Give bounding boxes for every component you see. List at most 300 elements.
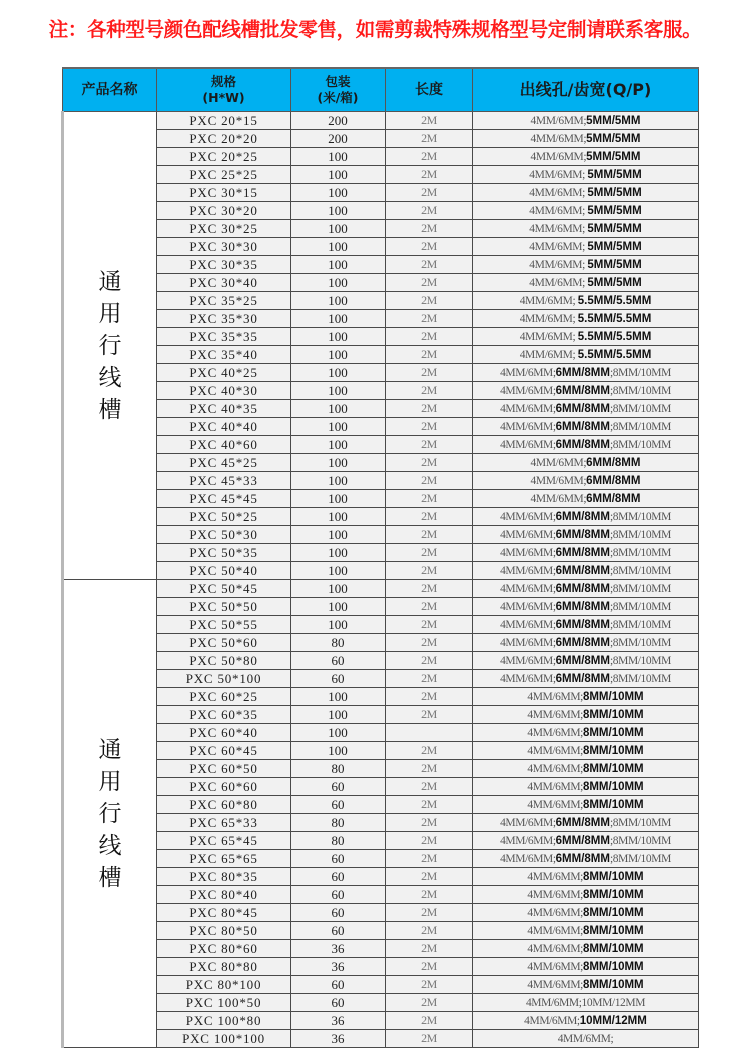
product-spec-table-wrapper — [61, 67, 697, 1048]
table-row — [63, 292, 699, 310]
length-cell: 2M — [386, 652, 473, 670]
pack-cell: 100 — [291, 238, 386, 256]
pack-cell: 200 — [291, 130, 386, 148]
spec-cell: PXC 60*60 — [157, 778, 291, 796]
table-row — [63, 184, 699, 202]
holes-base: 4MM/6MM; — [500, 835, 556, 847]
spec-cell: PXC 35*30 — [157, 310, 291, 328]
header-pack-line1: 包装 — [325, 74, 351, 89]
holes-bold: 5MM/5MM — [587, 277, 642, 289]
table-row — [63, 328, 699, 346]
holes-tail: ;8MM/10MM — [609, 601, 671, 613]
table-row — [63, 544, 699, 562]
table-row — [63, 760, 699, 778]
spec-cell: PXC 60*80 — [157, 796, 291, 814]
length-cell: 2M — [386, 364, 473, 382]
outlet-holes-cell — [473, 346, 699, 364]
length-cell: 2M — [386, 670, 473, 688]
length-cell: 2M — [386, 922, 473, 940]
notice-banner: 注：各种型号颜色配线槽批发零售，如需剪裁特殊规格型号定制请联系客服。 — [48, 18, 702, 41]
table-row — [63, 778, 699, 796]
holes-tail: ;8MM/10MM — [609, 637, 671, 649]
holes-base: 4MM/6MM; — [500, 529, 556, 541]
pack-cell: 100 — [291, 742, 386, 760]
holes-base: 4MM/6MM; — [527, 907, 583, 919]
outlet-holes-cell — [473, 562, 699, 580]
spec-cell: PXC 65*65 — [157, 850, 291, 868]
table-body — [63, 112, 699, 1048]
holes-base: 4MM/6MM; — [529, 187, 588, 199]
spec-cell: PXC 80*60 — [157, 940, 291, 958]
pack-cell: 80 — [291, 760, 386, 778]
length-cell: 2M — [386, 310, 473, 328]
outlet-holes-cell — [473, 418, 699, 436]
holes-bold: 6MM/8MM — [555, 835, 610, 847]
holes-base: 4MM/6MM; — [530, 475, 587, 487]
holes-tail: ;8MM/10MM — [609, 529, 671, 541]
holes-tail: ;8MM/10MM — [609, 421, 671, 433]
outlet-holes-cell — [473, 994, 699, 1012]
table-row — [63, 940, 699, 958]
holes-base: 4MM/6MM; — [500, 637, 556, 649]
table-row — [63, 256, 699, 274]
spec-cell: PXC 50*45 — [157, 580, 291, 598]
holes-base: 4MM/6MM; — [529, 169, 588, 181]
holes-tail: ;8MM/10MM — [609, 835, 671, 847]
holes-bold: 6MM/8MM — [555, 853, 610, 865]
pack-cell: 100 — [291, 580, 386, 598]
holes-base: 4MM/6MM; — [527, 871, 583, 883]
holes-tail: ;8MM/10MM — [609, 511, 671, 523]
spec-cell: PXC 40*40 — [157, 418, 291, 436]
holes-base: 4MM/6MM; — [500, 853, 556, 865]
pack-cell: 100 — [291, 562, 386, 580]
spec-cell: PXC 30*25 — [157, 220, 291, 238]
holes-bold: 6MM/8MM — [555, 403, 610, 415]
length-cell: 2M — [386, 418, 473, 436]
spec-cell: PXC 50*25 — [157, 508, 291, 526]
holes-base: 4MM/6MM; — [500, 367, 556, 379]
pack-cell: 100 — [291, 688, 386, 706]
length-cell: 2M — [386, 346, 473, 364]
holes-bold: 6MM/8MM — [555, 817, 610, 829]
holes-bold: 6MM/8MM — [555, 421, 610, 433]
spec-cell: PXC 60*45 — [157, 742, 291, 760]
holes-bold: 5MM/5MM — [586, 115, 641, 127]
outlet-holes-cell — [473, 958, 699, 976]
outlet-holes-cell — [473, 706, 699, 724]
holes-bold: 8MM/10MM — [582, 781, 644, 793]
length-cell: 2M — [386, 796, 473, 814]
holes-bold: 6MM/8MM — [555, 367, 610, 379]
pack-cell: 100 — [291, 328, 386, 346]
table-row — [63, 220, 699, 238]
holes-bold: 6MM/8MM — [586, 457, 641, 469]
table-row — [63, 346, 699, 364]
holes-base: 4MM/6MM; — [500, 547, 556, 559]
outlet-holes-cell — [473, 634, 699, 652]
outlet-holes-cell — [473, 220, 699, 238]
table-row — [63, 1030, 699, 1048]
holes-base: 4MM/6MM; — [527, 961, 583, 973]
table-row — [63, 130, 699, 148]
header-pack-line2: (米/箱) — [317, 90, 359, 105]
holes-base: 4MM/6MM; — [529, 277, 588, 289]
holes-bold: 6MM/8MM — [555, 637, 610, 649]
pack-cell: 60 — [291, 904, 386, 922]
spec-cell: PXC 80*80 — [157, 958, 291, 976]
table-row — [63, 814, 699, 832]
holes-bold: 6MM/8MM — [555, 529, 610, 541]
length-cell: 2M — [386, 508, 473, 526]
outlet-holes-cell — [473, 544, 699, 562]
holes-bold: 5.5MM/5.5MM — [577, 295, 652, 307]
table-row — [63, 400, 699, 418]
outlet-holes-cell — [473, 328, 699, 346]
length-cell: 2M — [386, 832, 473, 850]
table-row — [63, 634, 699, 652]
outlet-holes-cell — [473, 652, 699, 670]
outlet-holes-cell — [473, 688, 699, 706]
holes-tail: ;8MM/10MM — [609, 655, 671, 667]
length-cell: 2M — [386, 580, 473, 598]
outlet-holes-cell — [473, 148, 699, 166]
pack-cell: 100 — [291, 400, 386, 418]
length-cell: 2M — [386, 256, 473, 274]
pack-cell: 100 — [291, 508, 386, 526]
holes-bold: 5MM/5MM — [587, 223, 642, 235]
table-row — [63, 976, 699, 994]
holes-base: 4MM/6MM; — [530, 457, 587, 469]
holes-bold: 6MM/8MM — [555, 511, 610, 523]
table-row — [63, 688, 699, 706]
header-spec-line2: (H*W) — [202, 90, 245, 105]
outlet-holes-cell — [473, 940, 699, 958]
length-cell: 2M — [386, 562, 473, 580]
outlet-holes-cell — [473, 868, 699, 886]
spec-cell: PXC 80*45 — [157, 904, 291, 922]
pack-cell: 100 — [291, 544, 386, 562]
spec-cell: PXC 20*25 — [157, 148, 291, 166]
length-cell: 2M — [386, 1012, 473, 1030]
holes-base: 4MM/6MM; — [519, 349, 578, 361]
holes-bold: 6MM/8MM — [555, 655, 610, 667]
spec-cell: PXC 100*50 — [157, 994, 291, 1012]
length-cell: 2M — [386, 904, 473, 922]
table-row — [63, 112, 699, 130]
pack-cell: 100 — [291, 490, 386, 508]
spec-cell: PXC 50*35 — [157, 544, 291, 562]
outlet-holes-cell — [473, 310, 699, 328]
product-name-cell — [63, 112, 157, 580]
header-product-name: 产品名称 — [63, 68, 157, 112]
pack-cell: 36 — [291, 958, 386, 976]
spec-cell: PXC 30*15 — [157, 184, 291, 202]
pack-cell: 60 — [291, 850, 386, 868]
length-cell: 2M — [386, 238, 473, 256]
spec-cell: PXC 60*40 — [157, 724, 291, 742]
spec-cell: PXC 20*15 — [157, 112, 291, 130]
spec-cell: PXC 100*100 — [157, 1030, 291, 1048]
pack-cell: 100 — [291, 616, 386, 634]
holes-base: 4MM/6MM; — [500, 439, 556, 451]
holes-tail: 10MM/12MM — [581, 997, 646, 1009]
holes-base: 4MM/6MM; — [529, 223, 588, 235]
outlet-holes-cell — [473, 724, 699, 742]
length-cell: 2M — [386, 886, 473, 904]
holes-tail: ;8MM/10MM — [609, 439, 671, 451]
length-cell: 2M — [386, 958, 473, 976]
pack-cell: 100 — [291, 220, 386, 238]
spec-cell: PXC 60*25 — [157, 688, 291, 706]
holes-base: 4MM/6MM; — [500, 601, 556, 613]
holes-base: 4MM/6MM; — [519, 313, 578, 325]
outlet-holes-cell — [473, 472, 699, 490]
holes-base: 4MM/6MM; — [500, 565, 556, 577]
table-row — [63, 508, 699, 526]
product-name-vertical: 通用行线槽 — [98, 268, 122, 423]
spec-cell: PXC 80*35 — [157, 868, 291, 886]
outlet-holes-cell — [473, 400, 699, 418]
spec-cell: PXC 65*45 — [157, 832, 291, 850]
spec-cell: PXC 30*30 — [157, 238, 291, 256]
outlet-holes-cell — [473, 1012, 699, 1030]
pack-cell: 60 — [291, 778, 386, 796]
length-cell: 2M — [386, 328, 473, 346]
table-row — [63, 274, 699, 292]
length-cell: 2M — [386, 274, 473, 292]
holes-bold: 6MM/8MM — [555, 547, 610, 559]
holes-tail: ;8MM/10MM — [609, 853, 671, 865]
outlet-holes-cell — [473, 670, 699, 688]
holes-base: 4MM/6MM; — [529, 241, 588, 253]
length-cell: 2M — [386, 220, 473, 238]
pack-cell: 80 — [291, 634, 386, 652]
holes-base: 4MM/6MM; — [527, 709, 583, 721]
pack-cell: 100 — [291, 436, 386, 454]
pack-cell: 100 — [291, 472, 386, 490]
outlet-holes-cell — [473, 850, 699, 868]
table-row — [63, 472, 699, 490]
pack-cell: 100 — [291, 166, 386, 184]
length-cell: 2M — [386, 688, 473, 706]
table-row — [63, 886, 699, 904]
header-spec — [157, 68, 291, 112]
holes-base: 4MM/6MM; — [500, 673, 556, 685]
holes-base: 4MM/6MM; — [527, 889, 583, 901]
length-cell: 2M — [386, 616, 473, 634]
holes-bold: 8MM/10MM — [582, 925, 644, 937]
table-row — [63, 310, 699, 328]
table-row — [63, 202, 699, 220]
holes-tail: ;8MM/10MM — [609, 565, 671, 577]
holes-base: 4MM/6MM; — [530, 151, 587, 163]
length-cell: 2M — [386, 292, 473, 310]
holes-base: 4MM/6MM; — [527, 925, 583, 937]
holes-bold: 5MM/5MM — [587, 169, 642, 181]
pack-cell: 200 — [291, 112, 386, 130]
spec-cell: PXC 30*20 — [157, 202, 291, 220]
pack-cell: 36 — [291, 1030, 386, 1048]
table-row — [63, 418, 699, 436]
spec-cell: PXC 30*35 — [157, 256, 291, 274]
holes-bold: 6MM/8MM — [586, 475, 641, 487]
length-cell: 2M — [386, 112, 473, 130]
pack-cell: 100 — [291, 724, 386, 742]
holes-bold: 6MM/8MM — [555, 583, 610, 595]
pack-cell: 60 — [291, 670, 386, 688]
outlet-holes-cell — [473, 760, 699, 778]
spec-cell: PXC 45*45 — [157, 490, 291, 508]
pack-cell: 60 — [291, 796, 386, 814]
outlet-holes-cell — [473, 256, 699, 274]
table-row — [63, 490, 699, 508]
length-cell: 2M — [386, 634, 473, 652]
table-row — [63, 922, 699, 940]
product-spec-table — [61, 67, 699, 1048]
outlet-holes-cell — [473, 832, 699, 850]
pack-cell: 100 — [291, 598, 386, 616]
holes-bold: 8MM/10MM — [582, 871, 644, 883]
spec-cell: PXC 40*60 — [157, 436, 291, 454]
pack-cell: 100 — [291, 184, 386, 202]
holes-bold: 10MM/12MM — [579, 1015, 647, 1027]
table-row — [63, 562, 699, 580]
spec-cell: PXC 50*80 — [157, 652, 291, 670]
holes-bold: 6MM/8MM — [555, 601, 610, 613]
length-cell: 2M — [386, 706, 473, 724]
spec-cell: PXC 60*35 — [157, 706, 291, 724]
table-row — [63, 742, 699, 760]
holes-base: 4MM/6MM; — [500, 583, 556, 595]
pack-cell: 100 — [291, 364, 386, 382]
table-row — [63, 904, 699, 922]
holes-bold: 5.5MM/5.5MM — [577, 349, 652, 361]
holes-bold: 5MM/5MM — [587, 241, 642, 253]
holes-bold: 6MM/8MM — [555, 565, 610, 577]
length-cell: 2M — [386, 598, 473, 616]
holes-bold: 5MM/5MM — [586, 133, 641, 145]
outlet-holes-cell — [473, 166, 699, 184]
holes-bold: 8MM/10MM — [582, 691, 644, 703]
holes-bold: 5MM/5MM — [587, 205, 642, 217]
header-packaging — [291, 68, 386, 112]
length-cell: 2M — [386, 868, 473, 886]
holes-tail: ;8MM/10MM — [609, 547, 671, 559]
holes-tail: ;8MM/10MM — [609, 817, 671, 829]
holes-base: 4MM/6MM; — [519, 331, 578, 343]
spec-cell: PXC 35*40 — [157, 346, 291, 364]
length-cell: 2M — [386, 400, 473, 418]
pack-cell: 100 — [291, 292, 386, 310]
table-row — [63, 1012, 699, 1030]
table-row — [63, 148, 699, 166]
spec-cell: PXC 50*40 — [157, 562, 291, 580]
holes-base: 4MM/6MM; — [500, 421, 556, 433]
length-cell: 2M — [386, 742, 473, 760]
spec-cell: PXC 50*50 — [157, 598, 291, 616]
holes-base: 4MM/6MM; — [500, 619, 556, 631]
holes-base: 4MM/6MM; — [500, 403, 556, 415]
table-row — [63, 382, 699, 400]
spec-cell: PXC 50*30 — [157, 526, 291, 544]
spec-cell: PXC 80*40 — [157, 886, 291, 904]
length-cell: 2M — [386, 850, 473, 868]
holes-base: 4MM/6MM; — [500, 511, 556, 523]
pack-cell: 100 — [291, 706, 386, 724]
length-cell: 2M — [386, 976, 473, 994]
pack-cell: 60 — [291, 886, 386, 904]
holes-base: 4MM/6MM; — [557, 1033, 614, 1045]
length-cell: 2M — [386, 148, 473, 166]
holes-bold: 8MM/10MM — [582, 727, 644, 739]
length-cell: 2M — [386, 526, 473, 544]
outlet-holes-cell — [473, 112, 699, 130]
outlet-holes-cell — [473, 490, 699, 508]
table-row — [63, 724, 699, 742]
spec-cell: PXC 45*25 — [157, 454, 291, 472]
holes-tail: ;8MM/10MM — [609, 619, 671, 631]
table-row — [63, 238, 699, 256]
table-row — [63, 436, 699, 454]
length-cell: 2M — [386, 472, 473, 490]
holes-bold: 5MM/5MM — [587, 187, 642, 199]
pack-cell: 100 — [291, 382, 386, 400]
holes-base: 4MM/6MM; — [527, 781, 583, 793]
outlet-holes-cell — [473, 796, 699, 814]
holes-bold: 8MM/10MM — [582, 763, 644, 775]
table-row — [63, 796, 699, 814]
spec-cell: PXC 50*55 — [157, 616, 291, 634]
holes-base: 4MM/6MM; — [529, 259, 588, 271]
holes-base: 4MM/6MM; — [527, 943, 583, 955]
pack-cell: 100 — [291, 274, 386, 292]
holes-tail: ;8MM/10MM — [609, 403, 671, 415]
holes-bold: 5.5MM/5.5MM — [577, 331, 652, 343]
holes-base: 4MM/6MM; — [530, 133, 587, 145]
holes-base: 4MM/6MM; — [525, 997, 582, 1009]
outlet-holes-cell — [473, 238, 699, 256]
spec-cell: PXC 50*100 — [157, 670, 291, 688]
spec-cell: PXC 50*60 — [157, 634, 291, 652]
holes-base: 4MM/6MM; — [519, 295, 578, 307]
length-cell: 2M — [386, 166, 473, 184]
holes-base: 4MM/6MM; — [530, 115, 587, 127]
holes-bold: 8MM/10MM — [582, 961, 644, 973]
length-cell: 2M — [386, 184, 473, 202]
spec-cell: PXC 40*30 — [157, 382, 291, 400]
holes-bold: 8MM/10MM — [582, 943, 644, 955]
outlet-holes-cell — [473, 274, 699, 292]
spec-cell: PXC 80*100 — [157, 976, 291, 994]
holes-base: 4MM/6MM; — [527, 691, 583, 703]
pack-cell: 100 — [291, 202, 386, 220]
length-cell: 2M — [386, 940, 473, 958]
spec-cell: PXC 80*50 — [157, 922, 291, 940]
spec-cell: PXC 35*25 — [157, 292, 291, 310]
pack-cell: 60 — [291, 652, 386, 670]
holes-bold: 6MM/8MM — [586, 493, 641, 505]
holes-bold: 5.5MM/5.5MM — [577, 313, 652, 325]
table-row — [63, 364, 699, 382]
holes-base: 4MM/6MM; — [527, 727, 583, 739]
outlet-holes-cell — [473, 436, 699, 454]
spec-cell: PXC 60*50 — [157, 760, 291, 778]
table-row — [63, 616, 699, 634]
outlet-holes-cell — [473, 976, 699, 994]
table-row — [63, 580, 699, 598]
outlet-holes-cell — [473, 202, 699, 220]
